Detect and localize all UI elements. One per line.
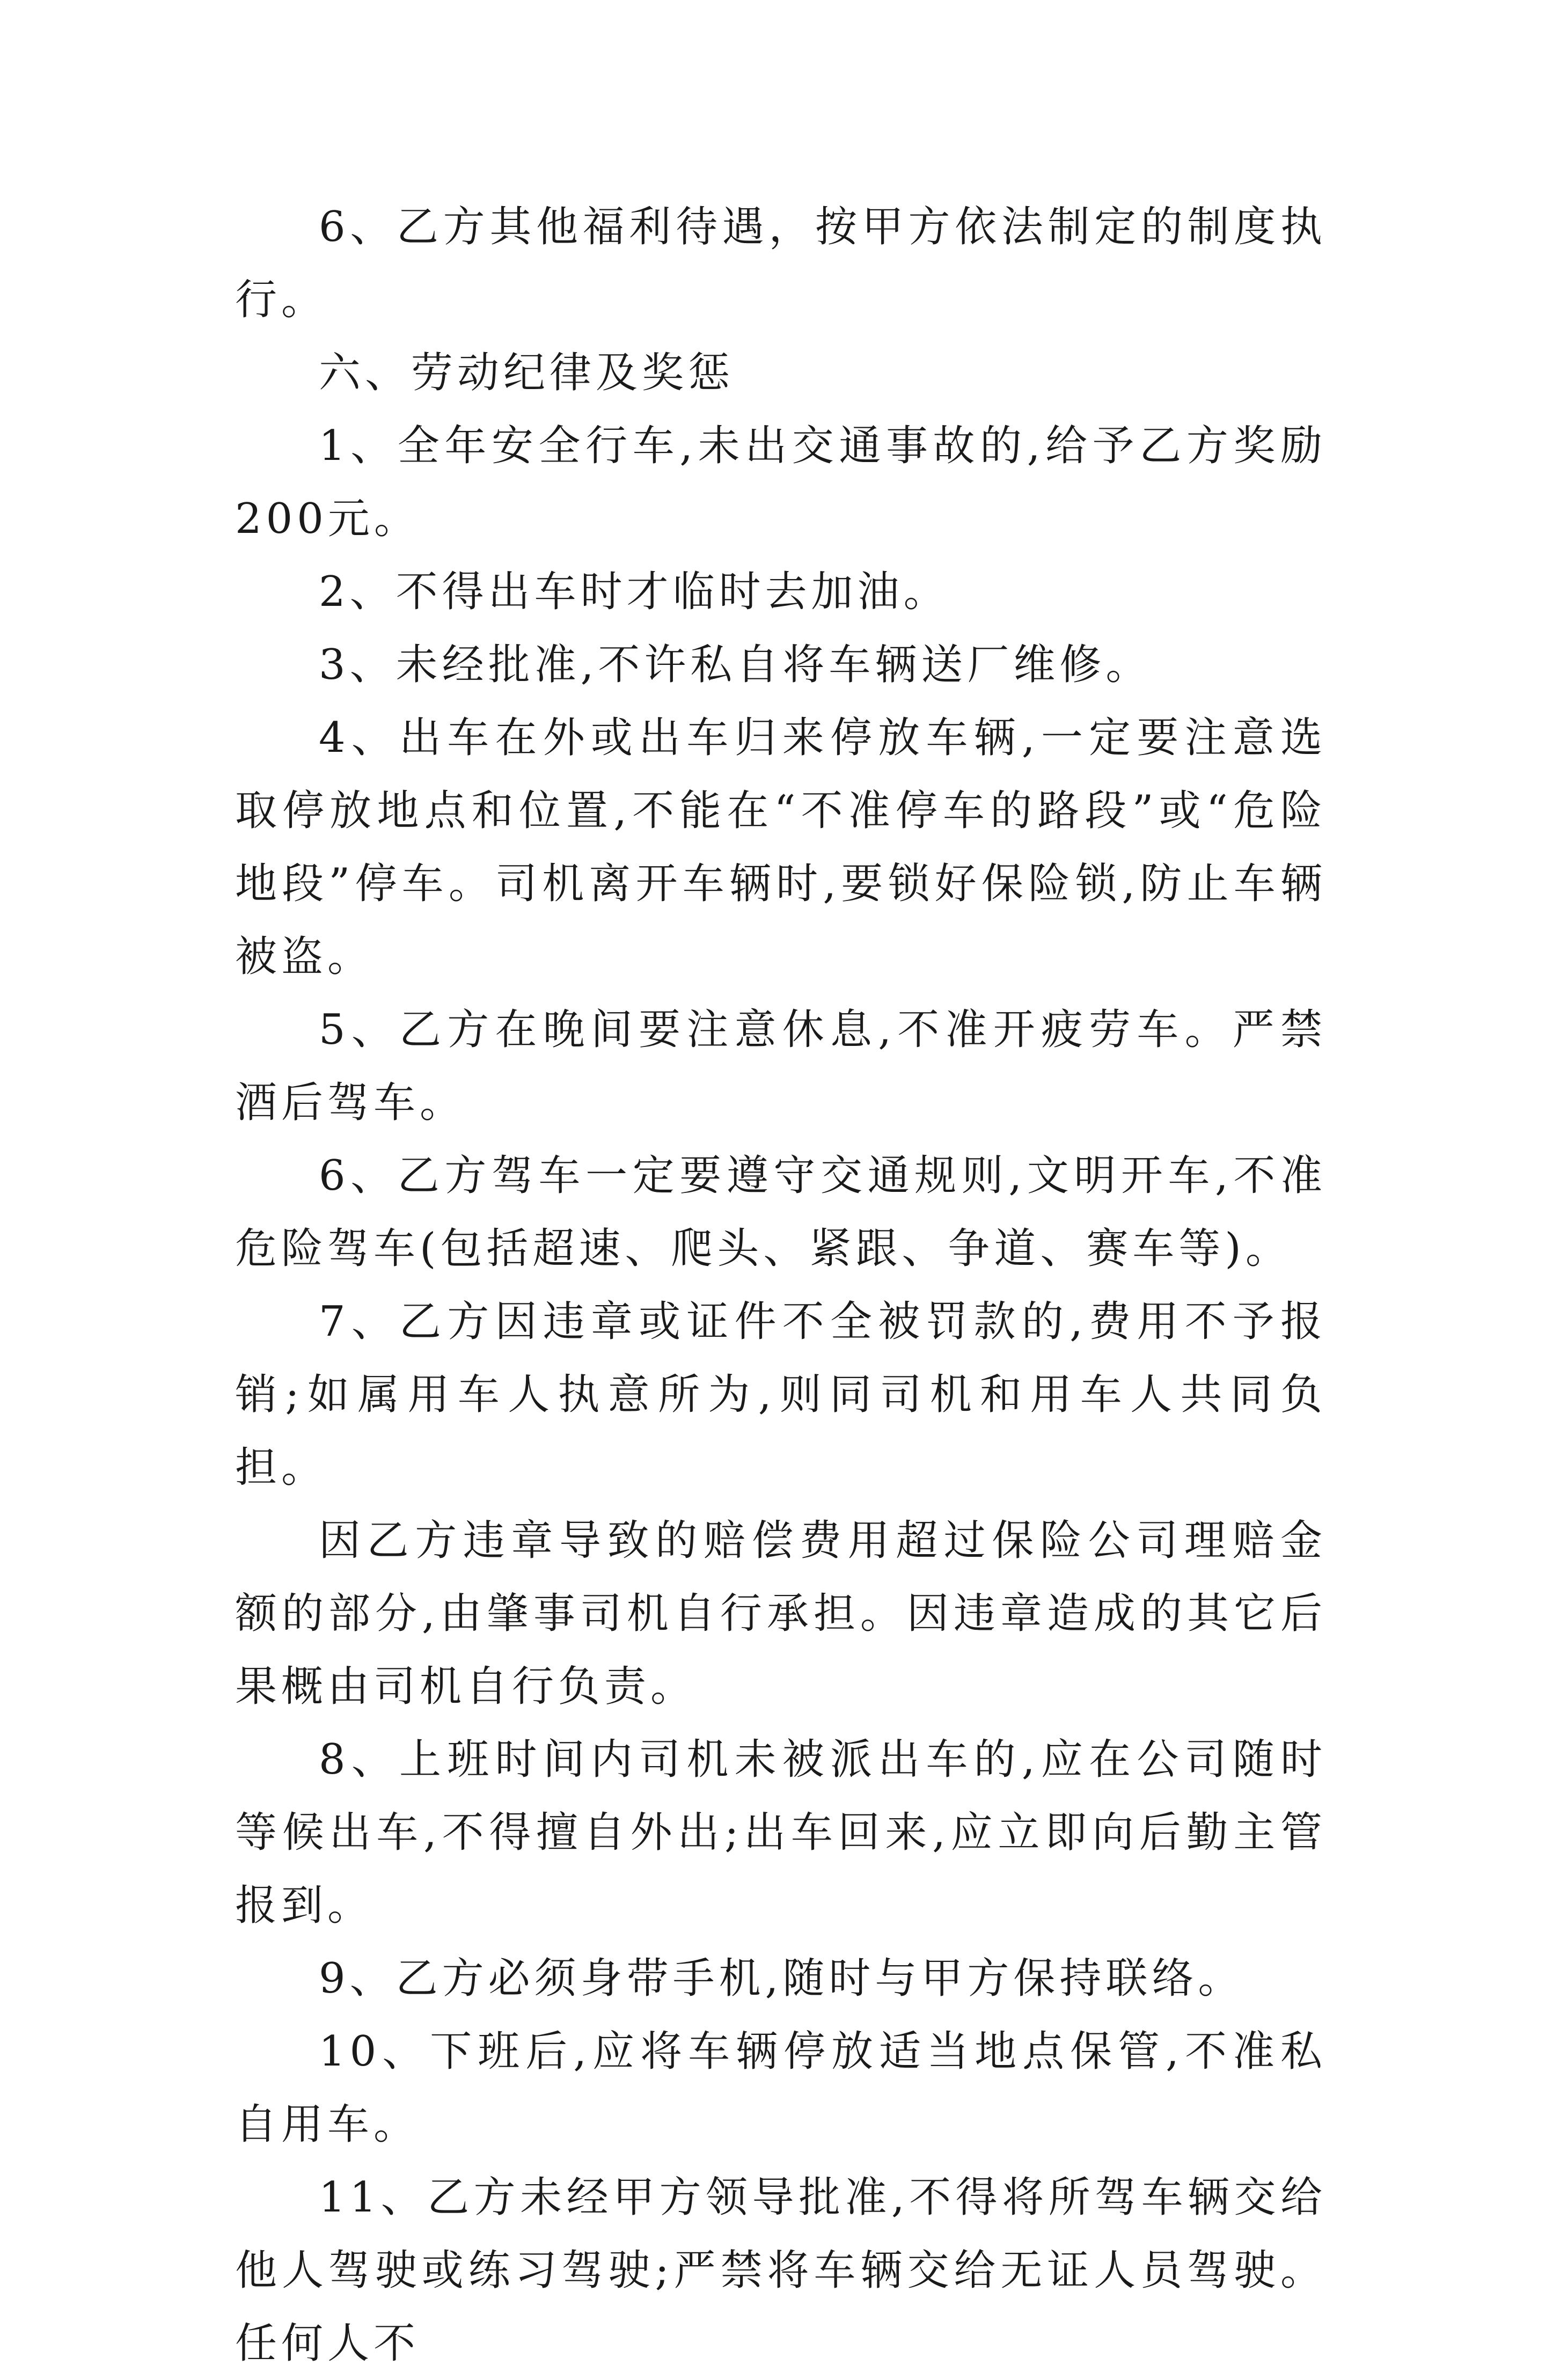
paragraph-rule-7-continued: 因乙方违章导致的赔偿费用超过保险公司理赔金额的部分,由肇事司机自行承担。因违章造成的其它后果概由司机自行负责。 xyxy=(235,1517,1327,1711)
paragraph-rule-2: 2、不得出车时才临时去加油。 xyxy=(319,568,950,616)
paragraph-welfare: 6、乙方其他福利待遇，按甲方依法制定的制度执行。 xyxy=(235,203,1327,324)
paragraph-rule-7: 7、乙方因违章或证件不全被罚款的,费用不予报销;如属用车人执意所为,则同司机和用车人共同负担。 xyxy=(235,1298,1327,1492)
document-body xyxy=(235,191,1327,2380)
paragraph-rule-3: 3、未经批准,不许私自将车辆送厂维修。 xyxy=(319,641,1152,689)
paragraph-rule-5: 5、乙方在晚间要注意休息,不准开疲劳车。严禁酒后驾车。 xyxy=(235,1006,1327,1127)
paragraph-rule-1: 1、全年安全行车,未出交通事故的,给予乙方奖励200元。 xyxy=(235,422,1327,543)
paragraph-rule-9: 9、乙方必须身带手机,随时与甲方保持联络。 xyxy=(319,1954,1244,2003)
section-heading-discipline: 六、劳动纪律及奖惩 xyxy=(319,349,735,397)
paragraph-rule-4: 4、出车在外或出车归来停放车辆,一定要注意选取停放地点和位置,不能在“不准停车的路段”或“危险地段”停车。司机离开车辆时,要锁好保险锁,防止车辆被盗。 xyxy=(235,714,1327,981)
paragraph-rule-11: 11、乙方未经甲方领导批准,不得将所驾车辆交给他人驾驶或练习驾驶;严禁将车辆交给无证人员驾驶。任何人不 xyxy=(235,2173,1327,2368)
paragraph-rule-6: 6、乙方驾车一定要遵守交通规则,文明开车,不准危险驾车(包括超速、爬头、紧跟、争道、赛车等)。 xyxy=(235,1152,1327,1273)
paragraph-rule-10: 10、下班后,应将车辆停放适当地点保管,不准私自用车。 xyxy=(235,2027,1327,2149)
paragraph-rule-8: 8、上班时间内司机未被派出车的,应在公司随时等候出车,不得擅自外出;出车回来,应立即向后勤主管报到。 xyxy=(235,1735,1327,1930)
